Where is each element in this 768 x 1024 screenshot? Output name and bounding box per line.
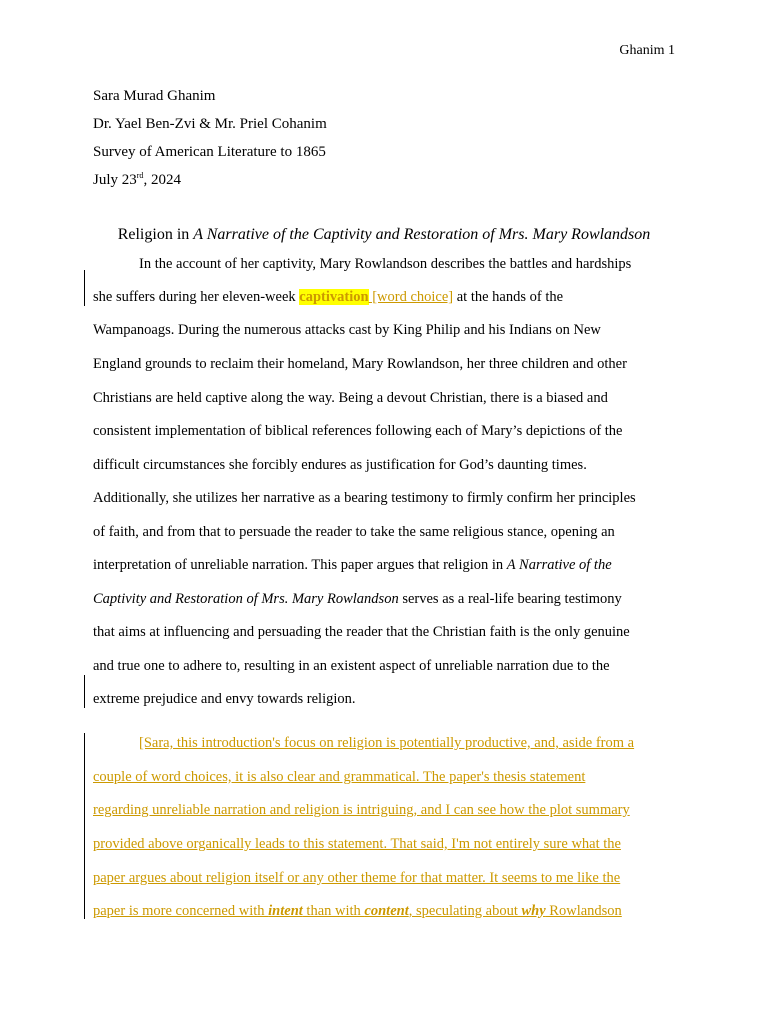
body-line: of faith, and from that to persuade the reader to take the same religious stance, opening an: [93, 524, 615, 540]
change-bar: [84, 270, 85, 306]
body-line: In the account of her captivity, Mary Rowlandson describes the battles and hardships: [139, 256, 632, 272]
course-name: Survey of American Literature to 1865: [93, 144, 326, 160]
paper-title: Religion in A Narrative of the Captivity and Restoration of Mrs. Mary Rowlandson: [117, 226, 651, 243]
page-header-number: Ghanim 1: [619, 43, 675, 58]
comment-line[interactable]: couple of word choices, it is also clear and grammatical. The paper's thesis statement: [93, 769, 586, 785]
inline-comment[interactable]: [word choice]: [368, 289, 454, 305]
body-line: and true one to adhere to, resulting in an existent aspect of unreliable narration due to the: [93, 658, 610, 674]
body-line: Christians are held captive along the way. Being a devout Christian, there is a biased and: [93, 390, 608, 406]
comment-line[interactable]: regarding unreliable narration and religion is intriguing, and I can see how the plot summary: [93, 802, 630, 818]
date: July 23rd, 2024: [93, 171, 181, 188]
body-line: consistent implementation of biblical references following each of Mary’s depictions of the: [93, 423, 623, 439]
body-line: extreme prejudice and envy towards religion.: [93, 691, 356, 707]
comment-line[interactable]: paper argues about religion itself or any other theme for that matter. It seems to me like the: [93, 870, 621, 886]
student-name: Sara Murad Ghanim: [93, 88, 216, 104]
comment-line[interactable]: [Sara, this introduction's focus on religion is potentially productive, and, aside from a: [139, 735, 635, 751]
change-bar: [84, 733, 85, 919]
body-line: that aims at influencing and persuading the reader that the Christian faith is the only genuine: [93, 624, 630, 640]
body-line: Wampanoags. During the numerous attacks cast by King Philip and his Indians on New: [93, 322, 601, 338]
comment-line[interactable]: paper is more concerned with intent than with content, speculating about why Rowlandson: [93, 903, 622, 919]
body-line: England grounds to reclaim their homeland, Mary Rowlandson, her three children and other: [93, 356, 627, 372]
body-line: she suffers during her eleven-week captivation [word choice] at the hands of the: [93, 289, 564, 305]
body-line: Additionally, she utilizes her narrative as a bearing testimony to firmly confirm her principles: [93, 490, 636, 506]
instructor-names: Dr. Yael Ben-Zvi & Mr. Priel Cohanim: [93, 116, 327, 132]
comment-line[interactable]: provided above organically leads to this statement. That said, I'm not entirely sure what the: [93, 836, 621, 852]
highlighted-word[interactable]: captivation: [299, 289, 369, 305]
change-bar: [84, 675, 85, 708]
body-line: difficult circumstances she forcibly endures as justification for God’s daunting times.: [93, 457, 587, 473]
body-line: interpretation of unreliable narration. This paper argues that religion in A Narrative of the: [93, 557, 612, 573]
mla-heading: [93, 87, 327, 199]
body-line: Captivity and Restoration of Mrs. Mary Rowlandson serves as a real-life bearing testimony: [93, 591, 622, 607]
